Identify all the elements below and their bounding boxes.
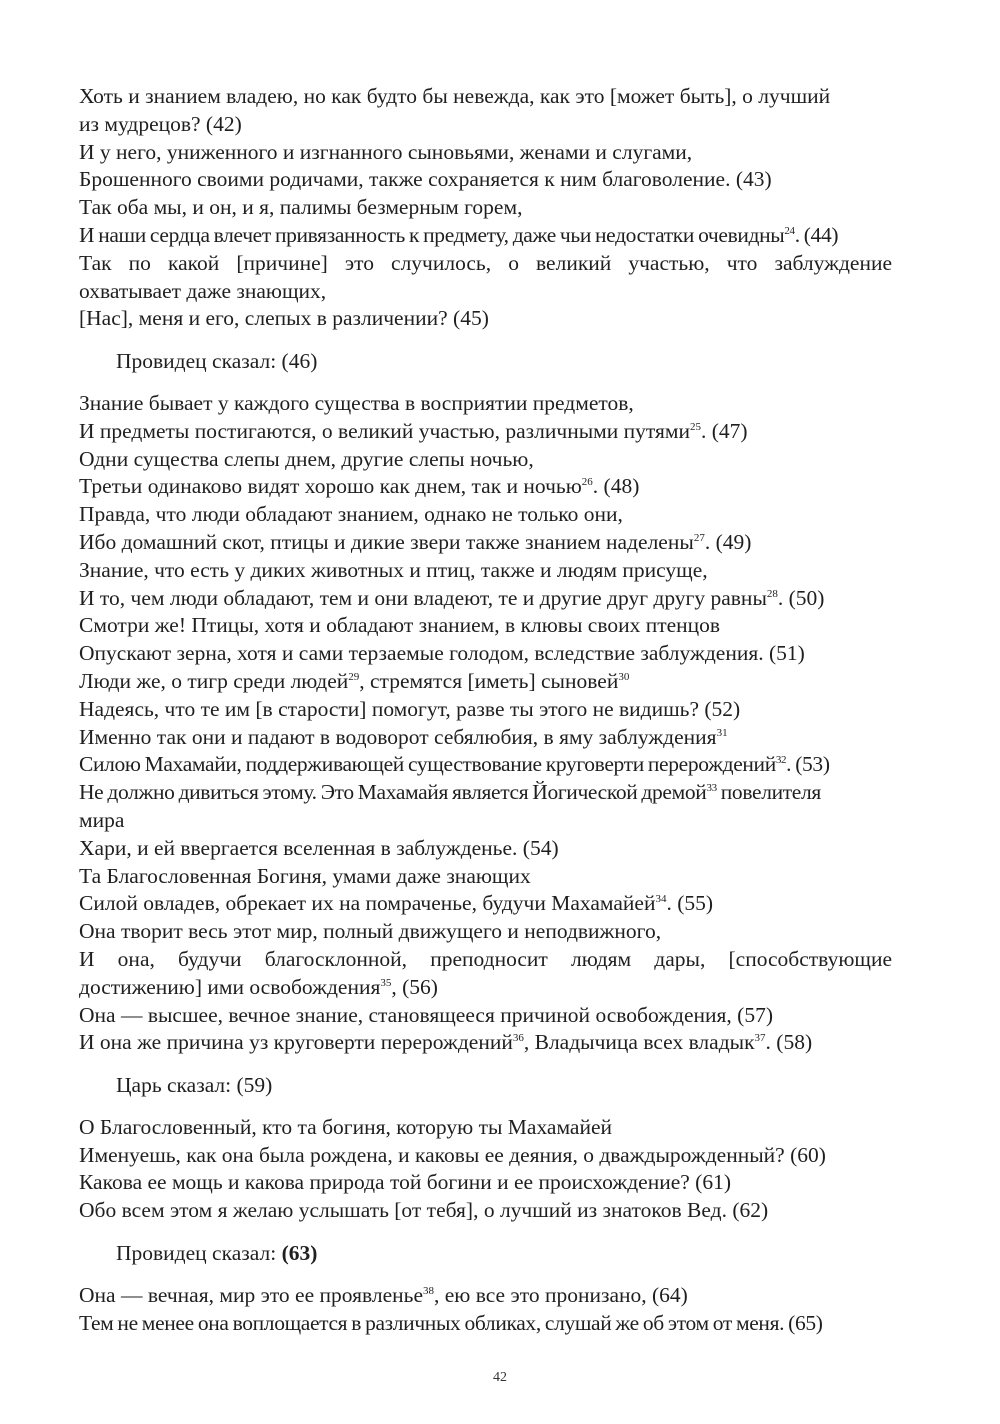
speaker-heading: Царь сказал: (59) (116, 1073, 273, 1098)
verse-line (79, 222, 892, 250)
verse-line (79, 668, 892, 696)
verse-line: Знание, что есть у диких животных и птиц, также и людям присуще, (79, 557, 708, 582)
verse-line (79, 473, 892, 501)
verse-line: Тем не менее она воплощается в различных обликах, слушай же об этом от меня. (65) (79, 1310, 823, 1335)
verse-line: О Благословенный, кто та богиня, которую ты Махамайей (79, 1114, 613, 1139)
verse-text: Она — вечная, мир это ее проявленье (79, 1282, 423, 1307)
verse-text: И то, чем люди обладают, тем и они владеют, те и другие друг другу равны (79, 585, 767, 610)
verse-line (79, 779, 892, 807)
verse-line: И у него, униженного и изгнанного сыновьями, женами и слугами, (79, 139, 693, 164)
verse-text: , Владычица всех владык (523, 1030, 755, 1055)
verse-line: Надеясь, что те им [в старости] помогут, разве ты этого не видишь? (52) (79, 696, 741, 721)
verse-text: И наши сердца влечет привязанность к предмету, даже чьи недостатки очевидны (79, 222, 785, 247)
verse-text: Силою Махамайи, поддерживающей существование круговерти перерождений (79, 752, 776, 777)
footnote-ref: 33 (706, 782, 717, 795)
verse-line: И она, будучи благосклонной, преподносит людям дары, [способствующие (79, 946, 892, 971)
speaker-heading: Провидец сказал: (46) (116, 349, 318, 374)
verse-line: Брошенного своими родичами, также сохраняется к ним благоволение. (43) (79, 167, 772, 192)
verse-text: . (55) (666, 891, 714, 916)
verse-text: Силой овладев, обрекает их на помраченье, будучи Махамайей (79, 891, 656, 916)
verse-text: . (53) (786, 752, 830, 777)
verse-text: . (48) (592, 474, 640, 499)
page-number: 42 (493, 1370, 507, 1385)
verse-line: Обо всем этом я желаю услышать [от тебя], о лучший из знатоков Вед. (62) (79, 1198, 769, 1223)
footnote-ref: 29 (348, 670, 360, 683)
verse-text: И предметы постигаются, о великий участью, различными путями (79, 418, 690, 443)
verse-text: Люди же, о тигр среди людей (79, 668, 349, 693)
verse-line (79, 529, 892, 557)
verse-line: Так по какой [причине] это случилось, о великий участью, что заблуждение (79, 250, 892, 275)
verse-text: Ибо домашний скот, птицы и дикие звери также знанием наделены (79, 529, 694, 554)
verse-text: . (49) (704, 529, 752, 554)
verse-line: Она — высшее, вечное знание, становящееся причиной освобождения, (57) (79, 1002, 773, 1027)
footnote-ref: 37 (754, 1032, 766, 1045)
verse-line: Именуешь, как она была рождена, и каковы ее деяния, о дваждырожденный? (60) (79, 1142, 826, 1167)
footnote-ref: 26 (581, 476, 593, 489)
verse-line (79, 1029, 892, 1057)
verse-line: мира (79, 807, 125, 832)
verse-line: Какова ее мощь и какова природа той богини и ее происхождение? (61) (79, 1170, 732, 1195)
verse-line: Смотри же! Птицы, хотя и обладают знанием, в клювы своих птенцов (79, 613, 721, 638)
footnote-ref: 32 (775, 754, 787, 767)
verse-text: повелителя (716, 780, 821, 805)
speaker-text: Провидец сказал: (116, 1241, 282, 1266)
verse-line: Знание бывает у каждого существа в восприятии предметов, (79, 390, 634, 415)
footnote-ref: 36 (512, 1032, 524, 1045)
footnote-ref: 27 (693, 531, 705, 544)
footnote-ref: 30 (618, 670, 630, 683)
page-body (79, 83, 892, 1337)
verse-line: Опускают зерна, хотя и сами терзаемые голодом, вследствие заблуждения. (51) (79, 641, 805, 666)
footnote-ref: 34 (655, 893, 667, 906)
footnote-ref: 24 (784, 224, 795, 237)
verse-text: , стремятся [иметь] сыновей (359, 668, 619, 693)
verse-line (79, 751, 892, 779)
verse-text: Именно так они и падают в водоворот себялюбия, в яму заблуждения (79, 724, 717, 749)
verse-line: [Нас], меня и его, слепых в различении? (45) (79, 306, 489, 331)
verse-line: из мудрецов? (42) (79, 111, 242, 136)
verse-text: . (50) (777, 585, 825, 610)
verse-text: Третьи одинаково видят хорошо как днем, так и ночью (79, 474, 582, 499)
verse-line: охватывает даже знающих, (79, 278, 327, 303)
verse-line: Та Благословенная Богиня, умами даже знающих (79, 863, 531, 888)
footnote-ref: 31 (716, 726, 728, 739)
speaker-heading (79, 1240, 892, 1268)
footnote-ref: 28 (766, 587, 778, 600)
verse-line (79, 974, 892, 1002)
footnote-ref: 38 (423, 1284, 434, 1297)
verse-text: . (58) (765, 1030, 813, 1055)
verse-text: . (47) (701, 418, 748, 443)
verse-text: , ею все это пронизано, (64) (434, 1282, 688, 1307)
verse-line (79, 1282, 892, 1310)
verse-line (79, 585, 892, 613)
verse-line: Правда, что люди обладают знанием, однако не только они, (79, 502, 623, 527)
verse-line: Хоть и знанием владею, но как будто бы невежда, как это [может быть], о лучший (79, 84, 831, 108)
verse-line (79, 724, 892, 752)
verse-line: Так оба мы, и он, и я, палимы безмерным горем, (79, 195, 523, 220)
verse-text: , (56) (391, 974, 438, 999)
verse-text: Не должно дивиться этому. Это Махамайя является Йогической дремой (79, 780, 707, 805)
footnote-ref: 25 (690, 420, 701, 433)
verse-text: И она же причина уз круговерти перерождений (79, 1030, 513, 1055)
verse-line: Она творит весь этот мир, полный движущего и неподвижного, (79, 919, 662, 944)
verse-number: (63) (281, 1241, 318, 1266)
verse-line (79, 418, 892, 446)
verse-text: достижению] ими освобождения (79, 974, 381, 999)
verse-line (79, 890, 892, 918)
verse-line: Хари, и ей ввергается вселенная в заблужденье. (54) (79, 835, 559, 860)
footnote-ref: 35 (380, 976, 392, 989)
verse-line: Одни существа слепы днем, другие слепы ночью, (79, 446, 534, 471)
verse-text: . (44) (794, 222, 839, 247)
